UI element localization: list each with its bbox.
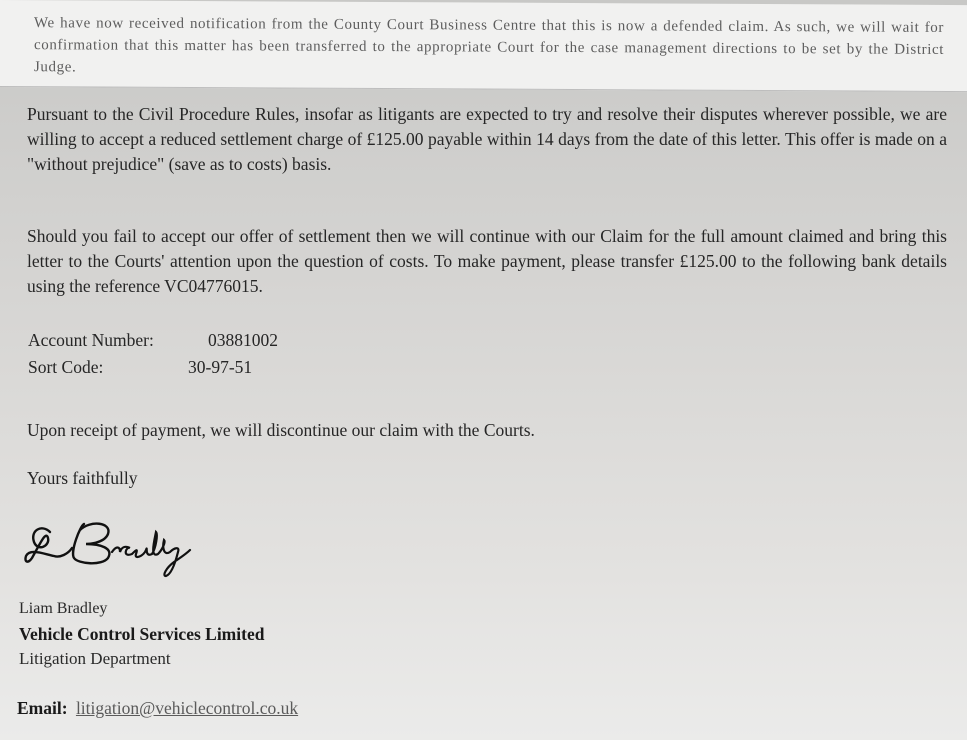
previous-page-strip [0, 0, 967, 92]
sort-code-row [28, 357, 252, 378]
signatory-name: Liam Bradley [19, 600, 108, 617]
account-number-value: 03881002 [208, 330, 278, 350]
department-name: Litigation Department [19, 649, 171, 668]
payment-instructions-paragraph: Should you fail to accept our offer of settlement then we will continue with our Claim for the full amount claimed and bring this letter to the Courts' attention upon the question of costs. To make payment, please transfer £125.00 to the following bank details using the reference VC04776015. [27, 226, 947, 296]
email-line [17, 698, 298, 719]
sort-code-label: Sort Code: [28, 357, 104, 377]
email-label: Email: [17, 698, 68, 718]
account-number-row [28, 330, 278, 351]
discontinue-paragraph: Upon receipt of payment, we will discontinue our claim with the Courts. [27, 420, 535, 440]
account-number-label: Account Number: [28, 330, 154, 350]
settlement-offer-paragraph: Pursuant to the Civil Procedure Rules, insofar as litigants are expected to try and resolve their disputes wherever possible, we are willing to accept a reduced settlement charge of £125.00 payable within 14 days from the date of this letter. This offer is made on a "without prejudice" (save as to costs) basis. [27, 104, 947, 174]
email-link[interactable]: litigation@vehiclecontrol.co.uk [75, 698, 299, 718]
closing-salutation: Yours faithfully [27, 468, 138, 488]
defended-claim-notice: We have now received notification from the County Court Business Centre that this is now a defended claim. As such, we will wait for confirmation that this matter has been transferred to the appropriate Court for the case management directions to be set by the District Judge. [34, 15, 944, 76]
handwritten-signature [20, 512, 210, 582]
company-name: Vehicle Control Services Limited [19, 624, 265, 644]
sort-code-value: 30-97-51 [188, 357, 253, 377]
